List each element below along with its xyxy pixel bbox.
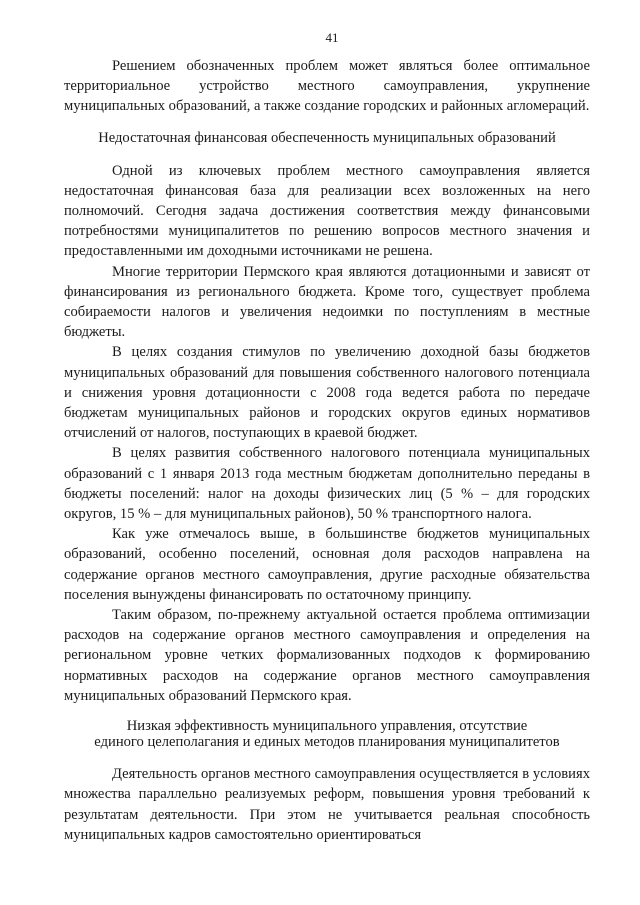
paragraph-financial-4: В целях развития собственного налогового потенциала муниципальных образований с 1 января 2013 года местным бюджетам дополнительно переданы в бюджеты поселений: налог на доходы физических лиц (5 % – для городских округов, 15 % – для муниципальных районов), 50 % транспортного налога.	[64, 445, 590, 523]
section-heading-financial: Недостаточная финансовая обеспеченность муниципальных образований	[98, 129, 556, 146]
paragraph-financial-3: В целях создания стимулов по увеличению доходной базы бюджетов муниципальных образований для повышения собственного налогового потенциала и снижения уровня дотационности с 2008 года ведется работа по передаче бюджетам муниципальных районов и городских округов единых нормативов отчислений от налогов, поступающих в краевой бюджет.	[64, 344, 590, 442]
paragraph-efficiency-1: Деятельность органов местного самоуправления осуществляется в условиях множества параллельно реализуемых реформ, повышения уровня требований к результатам деятельности. При этом не учитывается реальная способность муниципальных кадров самостоятельно ориентироваться	[64, 766, 590, 843]
section-heading-efficiency	[64, 718, 590, 750]
paragraph-financial-5: Как уже отмечалось выше, в большинстве бюджетов муниципальных образований, особенно поселений, основная доля расходов направлена на содержание органов местного самоуправления, другие расходные обязательства поселения вынуждены финансировать по остаточному принципу.	[64, 526, 590, 603]
section-heading-efficiency-line-1: Низкая эффективность муниципального управления, отсутствие	[126, 718, 528, 735]
paragraph-financial-1: Одной из ключевых проблем местного самоуправления является недостаточная финансовая база для реализации всех возложенных на него полномочий. Сегодня задача достижения соответствия между финансовыми потребностями муниципалитетов по решению вопросов местного значения и предоставленными им доходными источниками не решена.	[64, 162, 590, 260]
paragraph-financial-2: Многие территории Пермского края являются дотационными и зависят от финансирования из регионального бюджета. Кроме того, существует проблема собираемости налогов и увеличения недоимки по поступлениям в местные бюджеты.	[64, 263, 590, 341]
paragraph-financial-6: Таким образом, по-прежнему актуальной остается проблема оптимизации расходов на содержание органов местного самоуправления и определения на региональном уровне четких формализованных подходов к формированию нормативных расходов на содержание органов местного самоуправления муниципальных образований Пермского края.	[64, 607, 590, 704]
page-number: 41	[325, 30, 339, 45]
paragraph-intro: Решением обозначенных проблем может являться более оптимальное территориальное устройство местного самоуправления, укрупнение муниципальных образований, а также создание городских и районных агломераций.	[64, 58, 590, 115]
section-heading-efficiency-line-2: единого целеполагания и единых методов планирования муниципалитетов	[94, 734, 560, 751]
